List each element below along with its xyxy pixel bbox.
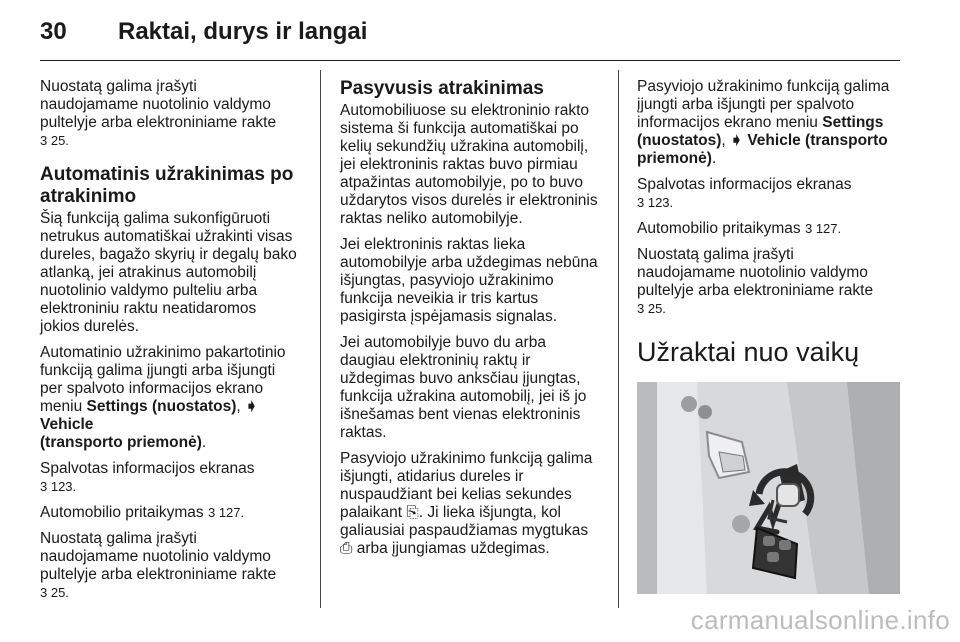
- section-heading: Užraktai nuo vaikų: [637, 337, 860, 367]
- paragraph-text: . Ji lieka išjungta, kol galiausiai paspaudžiamas mygtukas: [340, 504, 589, 539]
- punctuation: .: [201, 434, 207, 451]
- punctuation: .: [711, 150, 717, 167]
- paragraph-text: Spalvotas informacijos ekranas: [637, 176, 852, 193]
- separator: ,: [236, 398, 245, 415]
- page-reference[interactable]: 3 25.: [40, 133, 69, 148]
- column-1: [40, 78, 300, 610]
- column-2: [340, 78, 600, 566]
- paragraph: Automobiliuose su elektroninio rakto sistema ši funkcija automatiškai po kelių sekundžių užrakina automobilį, jei elektroninis raktas buvo pirmiau atpažintas automobilyje, po to buvo uždarytos visos durelės ir elektroninis raktas neliko automobilyje.: [340, 102, 598, 227]
- paragraph: [637, 220, 897, 238]
- paragraph-text: Pasyviojo užrakinimo funkciją galima išjungti, atidarius dureles ir nuspaudžiant bei kelias sekundes palaikant: [340, 450, 593, 521]
- paragraph-text: Pasyviojo užrakinimo funkciją galima įjungti arba išjungti per spalvoto informacijos ekrano meniu: [637, 78, 890, 131]
- menu-path-settings: Settings (nuostatos): [86, 398, 237, 415]
- child-lock-illustration: [637, 382, 900, 594]
- paragraph: [40, 78, 300, 150]
- paragraph-text: Automatinio užrakinimo pakartotinio funkciją galima įjungti arba išjungti per spalvoto informacijos ekrano meniu: [40, 344, 286, 415]
- arrow-icon: ➧: [245, 398, 258, 415]
- page-reference[interactable]: 3 123.: [637, 195, 674, 210]
- paragraph-text: Nuostatą galima įrašyti naudojamame nuotolinio valdymo pultelyje arba elektroniniame rakte: [637, 246, 874, 299]
- paragraph: Jei automobilyje buvo du arba daugiau elektroninių raktų ir uždegimas buvo anksčiau įjungtas, funkcija užrakina automobilį, jei iš jo išnešamas bent vienas elektroninis raktas.: [340, 334, 587, 441]
- watermark: carmanualsonline.info: [690, 605, 950, 635]
- menu-path-vehicle: Vehicle (transporto priemonė): [637, 132, 888, 167]
- page-reference[interactable]: 3 25.: [637, 301, 666, 316]
- column-divider: [618, 70, 619, 608]
- page-reference[interactable]: 3 25.: [40, 585, 69, 600]
- paragraph: Šią funkciją galima sukonfigūruoti netrukus automatiškai užrakinti visas dureles, bagažo skyrių ir degalų bako atlanką, jei atrakinus automobilį nuotolinio valdymo pulteliu arba elektroniniu raktu neatidaromos jokios durelės.: [40, 210, 297, 335]
- paragraph-text: Nuostatą galima įrašyti naudojamame nuotolinio valdymo pultelyje arba elektroniniame rakte: [40, 78, 277, 131]
- page-reference[interactable]: 3 127.: [207, 505, 245, 520]
- arrow-icon: ➧: [730, 132, 744, 149]
- door-lock-drawing: [637, 382, 900, 594]
- paragraph: [40, 460, 300, 496]
- section-heading: Automatinis užrakinimas po atrakinimo: [40, 164, 294, 207]
- paragraph: [637, 246, 897, 318]
- paragraph: [40, 530, 300, 602]
- lock-button-icon: ⎙: [340, 540, 353, 557]
- page-number: 30: [40, 18, 67, 45]
- menu-path-settings: Settings (nuostatos): [637, 114, 884, 149]
- unlock-button-icon: ⎘: [406, 504, 419, 521]
- section-heading: Pasyvusis atrakinimas: [340, 78, 544, 99]
- paragraph: [40, 344, 300, 452]
- paragraph-text: Automobilio pritaikymas: [637, 220, 805, 237]
- page-reference[interactable]: 3 123.: [40, 479, 77, 494]
- page-header: [40, 14, 900, 54]
- paragraph-text: arba įjungiamas uždegimas.: [352, 540, 550, 557]
- paragraph-text: Nuostatą galima įrašyti naudojamame nuotolinio valdymo pultelyje arba elektroniniame rakte: [40, 530, 277, 583]
- paragraph: [637, 176, 897, 212]
- menu-path-vehicle: Vehicle (transporto priemonė): [40, 416, 202, 451]
- paragraph: [637, 78, 897, 168]
- paragraph: [340, 450, 600, 558]
- column-3: [637, 78, 897, 594]
- separator: ,: [721, 132, 731, 149]
- column-divider: [320, 70, 321, 608]
- page-reference[interactable]: 3 127.: [804, 221, 842, 236]
- paragraph: [40, 504, 300, 522]
- paragraph-text: Spalvotas informacijos ekranas: [40, 460, 255, 477]
- paragraph: Jei elektroninis raktas lieka automobilyje arba uždegimas nebūna išjungtas, pasyviojo užrakinimo funkcija neveikia ir tris kartus pasigirsta įspėjamasis signalas.: [340, 236, 598, 325]
- paragraph-text: Automobilio pritaikymas: [40, 504, 208, 521]
- header-rule: [40, 60, 900, 61]
- chapter-title: Raktai, durys ir langai: [118, 18, 368, 45]
